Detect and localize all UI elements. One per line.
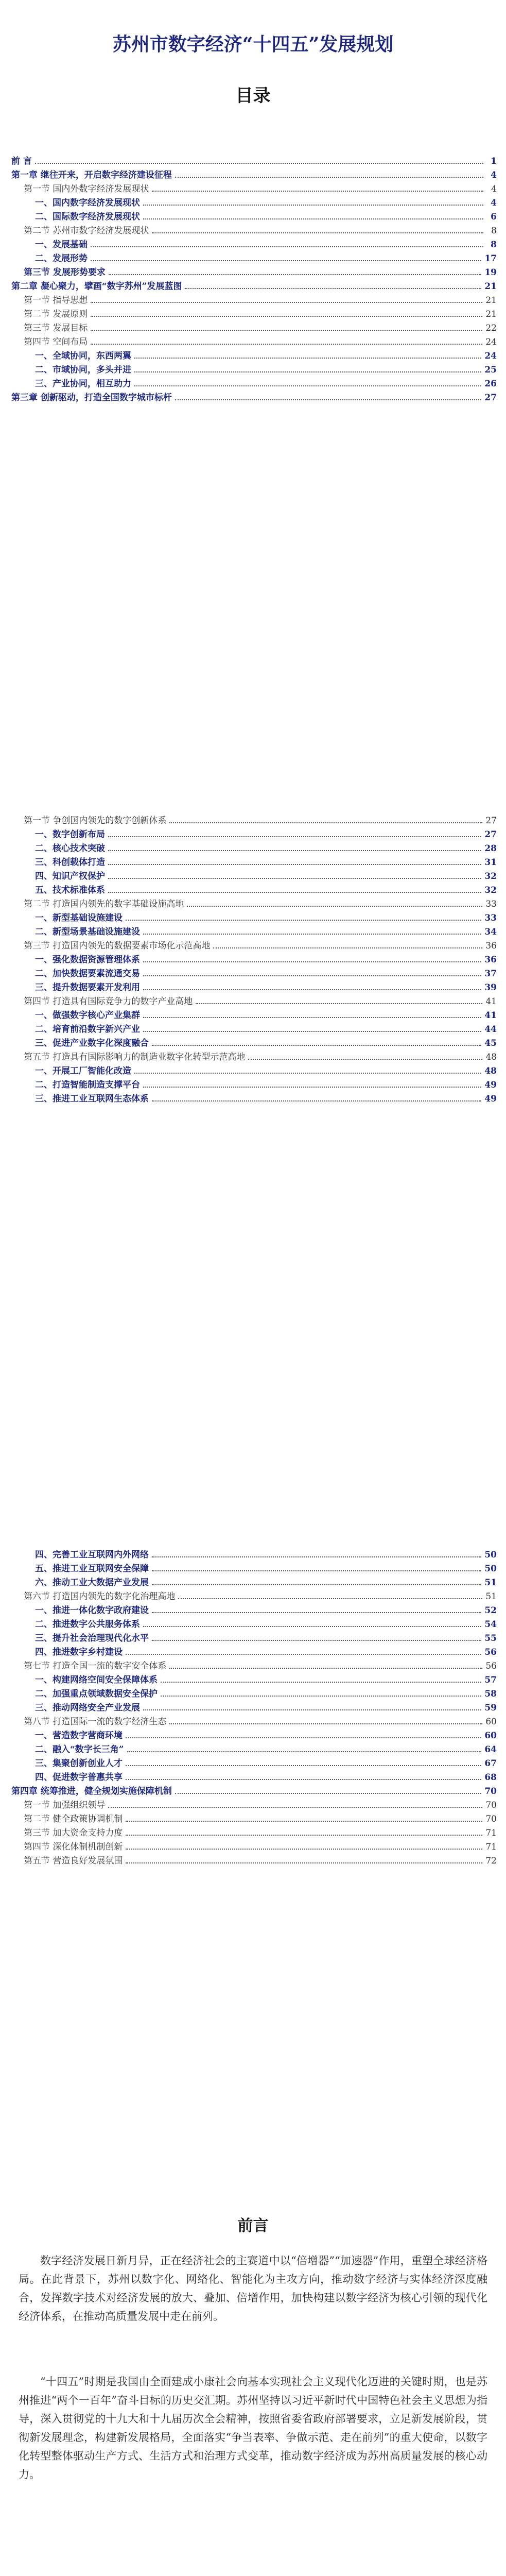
toc-entry-label: 四、知识产权保护 — [35, 871, 105, 882]
page-3 — [0, 1427, 506, 2120]
toc-leader-dots — [134, 1065, 481, 1074]
toc-entry-label: 一、构建网络空间安全保障体系 — [35, 1675, 158, 1685]
toc-entry[interactable] — [11, 870, 497, 884]
toc-entry-page: 56 — [484, 1647, 497, 1657]
toc-entry[interactable] — [11, 1743, 497, 1757]
page-4 — [0, 2141, 506, 2576]
toc-entry-page: 48 — [484, 1066, 497, 1076]
toc-leader-dots — [91, 295, 482, 303]
toc-leader-dots — [143, 1024, 481, 1032]
toc-entry-page: 22 — [485, 323, 497, 333]
toc-entry-label: 第一节 争创国内领先的数字创新体系 — [24, 816, 167, 826]
toc-entry-page: 60 — [484, 1731, 497, 1741]
toc-list-part1 — [11, 155, 497, 405]
toc-entry-page: 70 — [485, 1800, 497, 1810]
toc-leader-dots — [91, 323, 482, 331]
toc-entry[interactable] — [11, 981, 497, 995]
toc-entry[interactable] — [11, 1854, 497, 1868]
toc-leader-dots — [108, 871, 481, 879]
toc-entry-page: 25 — [484, 365, 497, 375]
toc-entry-label: 第六节 打造国内领先的数字化治理高地 — [24, 1591, 176, 1602]
toc-entry-page: 41 — [484, 1010, 497, 1021]
toc-entry-page: 51 — [484, 1578, 497, 1588]
toc-entry-page: 21 — [485, 309, 497, 319]
toc-entry-page: 32 — [484, 871, 497, 882]
toc-leader-dots — [152, 225, 483, 233]
toc-entry[interactable] — [11, 280, 497, 294]
toc-leader-dots — [143, 926, 481, 935]
toc-leader-dots — [152, 1577, 481, 1585]
toc-entry-label: 三、推进工业互联网生态体系 — [35, 1094, 149, 1104]
toc-leader-dots — [152, 1605, 481, 1613]
toc-entry-label: 三、提升社会治理现代化水平 — [35, 1633, 149, 1643]
toc-leader-dots — [126, 1758, 481, 1766]
toc-entry-page: 71 — [485, 1828, 497, 1838]
toc-leader-dots — [169, 1660, 482, 1669]
toc-entry-label: 三、产业协同，相互助力 — [35, 379, 131, 389]
toc-entry[interactable] — [11, 856, 497, 870]
toc-leader-dots — [143, 1079, 481, 1088]
toc-leader-dots — [143, 1702, 481, 1710]
toc-entry-label: 第三章 创新驱动，打造全国数字城市标杆 — [11, 393, 172, 403]
toc-leader-dots — [152, 1038, 481, 1046]
toc-entry[interactable] — [11, 939, 497, 953]
toc-leader-dots — [143, 1010, 481, 1018]
toc-leader-dots — [161, 1674, 481, 1683]
toc-entry[interactable] — [11, 168, 497, 182]
toc-entry[interactable] — [11, 391, 497, 405]
toc-entry-label: 五、推进工业互联网安全保障 — [35, 1564, 149, 1574]
toc-entry-page: 28 — [484, 843, 497, 854]
toc-entry-page: 4 — [491, 170, 497, 180]
toc-entry[interactable] — [11, 1009, 497, 1023]
toc-leader-dots — [127, 1744, 482, 1752]
toc-entry-label: 二、加快数据要素流通交易 — [35, 969, 140, 979]
toc-entry-label: 第三节 发展形势要求 — [24, 267, 106, 278]
toc-entry[interactable] — [11, 321, 497, 335]
toc-entry[interactable] — [11, 828, 497, 842]
toc-leader-dots — [143, 1619, 481, 1627]
toc-entry-page: 27 — [484, 829, 497, 840]
toc-leader-dots — [213, 940, 482, 948]
toc-leader-dots — [126, 1814, 482, 1822]
toc-entry-label: 二、培育前沿数字新兴产业 — [35, 1024, 140, 1035]
toc-entry[interactable] — [11, 1785, 497, 1799]
toc-entry-label: 二、核心技术突破 — [35, 843, 105, 854]
toc-entry-label: 二、推进数字公共服务体系 — [35, 1619, 140, 1630]
toc-entry[interactable] — [11, 911, 497, 925]
toc-entry-label: 第四章 统筹推进，健全规划实施保障机制 — [11, 1786, 172, 1797]
toc-leader-dots — [108, 843, 481, 851]
toc-entry[interactable] — [11, 294, 497, 308]
toc-entry-page: 45 — [484, 1038, 497, 1048]
toc-leader-dots — [91, 309, 482, 317]
toc-entry-page: 60 — [485, 1717, 497, 1727]
page-gap — [0, 2120, 506, 2141]
toc-entry-page: 36 — [485, 941, 497, 951]
toc-leader-dots — [108, 885, 481, 893]
toc-entry-page: 70 — [485, 1814, 497, 1824]
preface-paragraph: 数字经济发展日新月异，正在经济社会的主赛道中以“倍增器”“加速器”作用，重塑全球经济格局。在此背景下，苏州以数字化、网络化、智能化为主攻方向，推动数字经济与实体经济深度融合，发挥数字技术对经济发展的放大、叠加、倍增作用，加快构建以数字经济为核心引领的现代化经济体系，在推动高质量发展中走在前列。 — [19, 2255, 487, 2323]
toc-entry-page: 4 — [491, 184, 497, 194]
toc-entry-page: 68 — [484, 1772, 497, 1783]
toc-entry-label: 四、推进数字乡村建设 — [35, 1647, 123, 1657]
toc-leader-dots — [108, 829, 481, 837]
toc-leader-dots — [143, 211, 483, 219]
toc-entry-label: 第二章 凝心聚力，擘画“数字苏州”发展蓝图 — [11, 281, 182, 292]
toc-entry-label: 二、国际数字经济发展现状 — [35, 212, 140, 222]
page-2 — [0, 714, 506, 1406]
toc-entry-label: 一、推进一体化数字政府建设 — [35, 1605, 149, 1616]
toc-entry[interactable] — [11, 1092, 497, 1106]
toc-entry-label: 一、新型基础设施建设 — [35, 913, 123, 923]
toc-entry[interactable] — [11, 196, 497, 210]
toc-entry[interactable] — [11, 1023, 497, 1037]
toc-leader-dots — [178, 1591, 482, 1599]
toc-entry[interactable] — [11, 814, 497, 828]
toc-entry-label: 一、做强数字核心产业集群 — [35, 1010, 140, 1021]
toc-entry-label: 二、新型场景基础设施建设 — [35, 927, 140, 937]
toc-entry-page: 36 — [484, 955, 497, 965]
toc-entry-label: 三、提升数据要素开发利用 — [35, 982, 140, 993]
toc-leader-dots — [126, 1772, 481, 1780]
toc-entry[interactable] — [11, 1632, 497, 1646]
toc-entry-label: 第一章 继往开来，开启数字经济建设征程 — [11, 170, 172, 180]
toc-entry-page: 26 — [484, 379, 497, 389]
toc-entry[interactable] — [11, 1064, 497, 1078]
toc-entry[interactable] — [11, 308, 497, 321]
toc-entry-page: 31 — [484, 857, 497, 868]
toc-leader-dots — [169, 1716, 482, 1724]
toc-entry-label: 一、数字创新布局 — [35, 829, 105, 840]
toc-entry-page: 70 — [484, 1786, 497, 1797]
toc-leader-dots — [248, 1052, 482, 1060]
document-title: 苏州市数字经济“十四五”发展规划 — [112, 33, 394, 55]
toc-leader-dots — [35, 156, 483, 164]
toc-entry-label: 二、融入“数字长三角” — [35, 1744, 124, 1755]
toc-entry-label: 第三节 打造国内领先的数据要素市场化示范高地 — [24, 941, 211, 951]
toc-entry-label: 二、加强重点领域数据安全保护 — [35, 1689, 158, 1699]
toc-leader-dots — [175, 170, 483, 178]
toc-entry-label: 第四节 深化体制机制创新 — [24, 1842, 123, 1852]
toc-entry-page: 71 — [485, 1842, 497, 1852]
toc-entry-page: 44 — [484, 1024, 497, 1035]
toc-entry-page: 50 — [484, 1564, 497, 1574]
toc-entry[interactable] — [11, 1548, 497, 1562]
toc-entry[interactable] — [11, 1646, 497, 1659]
toc-leader-dots — [134, 350, 481, 359]
toc-leader-dots — [134, 378, 481, 386]
toc-leader-dots — [143, 954, 481, 962]
toc-leader-dots — [152, 1563, 481, 1571]
toc-entry-page: 59 — [484, 1703, 497, 1713]
toc-entry-page: 24 — [484, 351, 497, 361]
toc-entry-page: 37 — [484, 969, 497, 979]
toc-leader-dots — [134, 364, 481, 372]
toc-entry[interactable] — [11, 897, 497, 911]
toc-entry-label: 第八节 打造国际一流的数字经济生态 — [24, 1717, 167, 1727]
toc-leader-dots — [126, 1827, 482, 1836]
toc-entry[interactable] — [11, 1562, 497, 1576]
toc-leader-dots — [152, 1633, 481, 1641]
toc-entry[interactable] — [11, 953, 497, 967]
toc-entry-page: 55 — [484, 1633, 497, 1643]
toc-entry-page: 17 — [484, 253, 497, 264]
toc-entry[interactable] — [11, 210, 497, 224]
toc-entry[interactable] — [11, 1715, 497, 1729]
toc-entry-label: 第四节 空间布局 — [24, 337, 88, 347]
toc-entry-page: 72 — [485, 1856, 497, 1866]
toc-entry[interactable] — [11, 266, 497, 280]
page-1 — [0, 0, 506, 693]
toc-entry[interactable] — [11, 884, 497, 897]
toc-entry-label: 二、市域协同，多头并进 — [35, 365, 131, 375]
toc-entry-label: 一、开展工厂智能化改造 — [35, 1066, 131, 1076]
toc-leader-dots — [152, 1549, 481, 1557]
toc-entry-page: 52 — [484, 1605, 497, 1616]
toc-leader-dots — [161, 1688, 481, 1697]
toc-entry-label: 第七节 打造全国一流的数字安全体系 — [24, 1661, 167, 1671]
preface-paragraph: “十四五”时期是我国由全面建成小康社会向基本实现社会主义现代化迈进的关键时期，也是苏州推进“两个一百年”奋斗目标的历史交汇期。苏州坚持以习近平新时代中国特色社会主义思想为指导，深入贯彻党的十九大和十九届历次全会精神，按照省委省政府部署要求，立足新发展阶段，贯彻新发展理念，构建新发展格局，全面落实“争当表率、争做示范、走在前列”的重大使命，以数字化转型整体驱动生产方式、生活方式和治理方式变革，推动数字经济成为苏州高质量发展的核心动力。 — [19, 2376, 487, 2481]
toc-entry[interactable] — [11, 1618, 497, 1632]
toc-leader-dots — [126, 1647, 481, 1655]
toc-entry[interactable] — [11, 238, 497, 252]
toc-entry-page: 8 — [491, 226, 497, 236]
toc-entry-label: 一、全域协同，东西两翼 — [35, 351, 131, 361]
toc-entry-label: 二、发展形势 — [35, 253, 88, 264]
toc-entry-page: 50 — [484, 1550, 497, 1560]
page-gap — [0, 1406, 506, 1427]
toc-entry[interactable] — [11, 335, 497, 349]
toc-list-part3 — [11, 1548, 497, 1868]
toc-entry[interactable] — [11, 1826, 497, 1840]
toc-entry[interactable] — [11, 182, 497, 196]
toc-entry[interactable] — [11, 1078, 497, 1092]
toc-entry[interactable] — [11, 1576, 497, 1590]
toc-entry-label: 第一节 加强组织领导 — [24, 1800, 106, 1810]
toc-entry[interactable] — [11, 363, 497, 377]
toc-leader-dots — [108, 857, 481, 865]
toc-entry[interactable] — [11, 1037, 497, 1050]
toc-entry-label: 第一节 国内外数字经济发展现状 — [24, 184, 149, 194]
toc-entry-page: 64 — [484, 1744, 497, 1755]
toc-entry[interactable] — [11, 1840, 497, 1854]
toc-entry[interactable] — [11, 155, 497, 168]
toc-entry-page: 33 — [485, 899, 497, 909]
toc-entry-label: 第二节 苏州市数字经济发展现状 — [24, 226, 149, 236]
toc-entry-page: 51 — [485, 1591, 497, 1602]
toc-entry-page: 8 — [491, 240, 497, 250]
toc-entry-page: 27 — [485, 816, 497, 826]
toc-entry[interactable] — [11, 842, 497, 856]
toc-entry-page: 6 — [491, 212, 497, 222]
toc-leader-dots — [169, 815, 482, 823]
toc-entry[interactable] — [11, 1673, 497, 1687]
toc-leader-dots — [91, 239, 483, 247]
toc-entry-page: 21 — [485, 295, 497, 306]
toc-entry-label: 三、科创载体打造 — [35, 857, 105, 868]
toc-entry-label: 一、发展基础 — [35, 240, 88, 250]
toc-entry-page: 1 — [491, 156, 497, 166]
toc-entry-label: 第五节 营造良好发展氛围 — [24, 1856, 123, 1866]
toc-entry-label: 第一节 指导思想 — [24, 295, 88, 306]
toc-entry-page: 4 — [491, 198, 497, 208]
toc-leader-dots — [143, 197, 483, 206]
toc-entry[interactable] — [11, 1729, 497, 1743]
toc-entry-label: 一、国内数字经济发展现状 — [35, 198, 140, 208]
toc-entry[interactable] — [11, 1659, 497, 1673]
toc-entry-page: 48 — [485, 1052, 497, 1062]
toc-leader-dots — [126, 1841, 482, 1850]
toc-leader-dots — [185, 281, 481, 289]
toc-entry-label: 第四节 打造具有国际竞争力的数字产业高地 — [24, 996, 193, 1007]
toc-entry-page: 54 — [484, 1619, 497, 1630]
toc-entry[interactable] — [11, 377, 497, 391]
toc-entry-label: 三、推动网络安全产业发展 — [35, 1703, 140, 1713]
toc-entry[interactable] — [11, 1687, 497, 1701]
toc-leader-dots — [126, 1855, 482, 1863]
toc-entry[interactable] — [11, 1604, 497, 1618]
toc-list-part2 — [11, 814, 497, 1106]
page-gap — [0, 693, 506, 714]
toc-entry-label: 三、促进产业数字化深度融合 — [35, 1038, 149, 1048]
toc-entry[interactable] — [11, 995, 497, 1009]
toc-entry[interactable] — [11, 1050, 497, 1064]
toc-heading: 目录 — [235, 86, 271, 106]
toc-entry[interactable] — [11, 925, 497, 939]
toc-entry-page: 19 — [484, 267, 497, 278]
toc-entry[interactable] — [11, 1812, 497, 1826]
toc-entry-page: 56 — [485, 1661, 497, 1671]
toc-entry-label: 一、营造数字营商环境 — [35, 1731, 123, 1741]
toc-entry-label: 第二节 发展原则 — [24, 309, 88, 319]
toc-entry-page: 58 — [484, 1689, 497, 1699]
toc-leader-dots — [108, 1800, 482, 1808]
toc-entry-label: 五、技术标准体系 — [35, 885, 105, 895]
toc-entry[interactable] — [11, 1771, 497, 1785]
toc-leader-dots — [187, 899, 482, 907]
toc-entry-page: 49 — [484, 1094, 497, 1104]
toc-entry[interactable] — [11, 1590, 497, 1604]
toc-entry-label: 一、强化数据资源管理体系 — [35, 955, 140, 965]
toc-entry[interactable] — [11, 1757, 497, 1771]
toc-entry[interactable] — [11, 349, 497, 363]
toc-entry-label: 二、打造智能制造支撑平台 — [35, 1080, 140, 1090]
toc-entry[interactable] — [11, 1799, 497, 1812]
toc-entry-label: 前 言 — [11, 156, 32, 166]
toc-leader-dots — [152, 183, 483, 192]
toc-entry-label: 六、推动工业大数据产业发展 — [35, 1578, 149, 1588]
toc-entry-page: 32 — [484, 885, 497, 895]
toc-leader-dots — [175, 1786, 481, 1794]
toc-entry-page: 67 — [484, 1758, 497, 1769]
toc-entry-page: 41 — [485, 996, 497, 1007]
toc-entry[interactable] — [11, 224, 497, 238]
toc-leader-dots — [91, 253, 481, 261]
toc-entry[interactable] — [11, 967, 497, 981]
toc-leader-dots — [196, 996, 482, 1004]
toc-entry-label: 四、促进数字普惠共享 — [35, 1772, 123, 1783]
toc-entry-page: 33 — [484, 913, 497, 923]
toc-entry-page: 57 — [484, 1675, 497, 1685]
toc-leader-dots — [91, 336, 482, 345]
toc-entry-page: 34 — [484, 927, 497, 937]
toc-leader-dots — [109, 267, 481, 275]
toc-leader-dots — [126, 912, 481, 921]
toc-entry[interactable] — [11, 1701, 497, 1715]
toc-entry-page: 27 — [484, 393, 497, 403]
toc-leader-dots — [143, 968, 481, 976]
toc-entry-label: 第三节 加大资金支持力度 — [24, 1828, 123, 1838]
toc-leader-dots — [175, 392, 481, 400]
toc-leader-dots — [152, 1093, 481, 1101]
toc-entry-page: 21 — [484, 281, 497, 292]
toc-entry-page: 24 — [485, 337, 497, 347]
toc-entry-label: 三、集聚创新创业人才 — [35, 1758, 123, 1769]
toc-leader-dots — [143, 982, 481, 990]
toc-entry-label: 四、完善工业互联网内外网络 — [35, 1550, 149, 1560]
toc-entry[interactable] — [11, 252, 497, 266]
preface-heading: 前言 — [237, 2217, 269, 2235]
toc-entry-label: 第三节 发展目标 — [24, 323, 88, 333]
toc-entry-page: 39 — [484, 982, 497, 993]
toc-entry-page: 49 — [484, 1080, 497, 1090]
toc-leader-dots — [126, 1730, 481, 1738]
toc-entry-label: 第二节 健全政策协调机制 — [24, 1814, 123, 1824]
toc-entry-label: 第二节 打造国内领先的数字基础设施高地 — [24, 899, 184, 909]
toc-entry-label: 第五节 打造具有国际影响力的制造业数字化转型示范高地 — [24, 1052, 246, 1062]
